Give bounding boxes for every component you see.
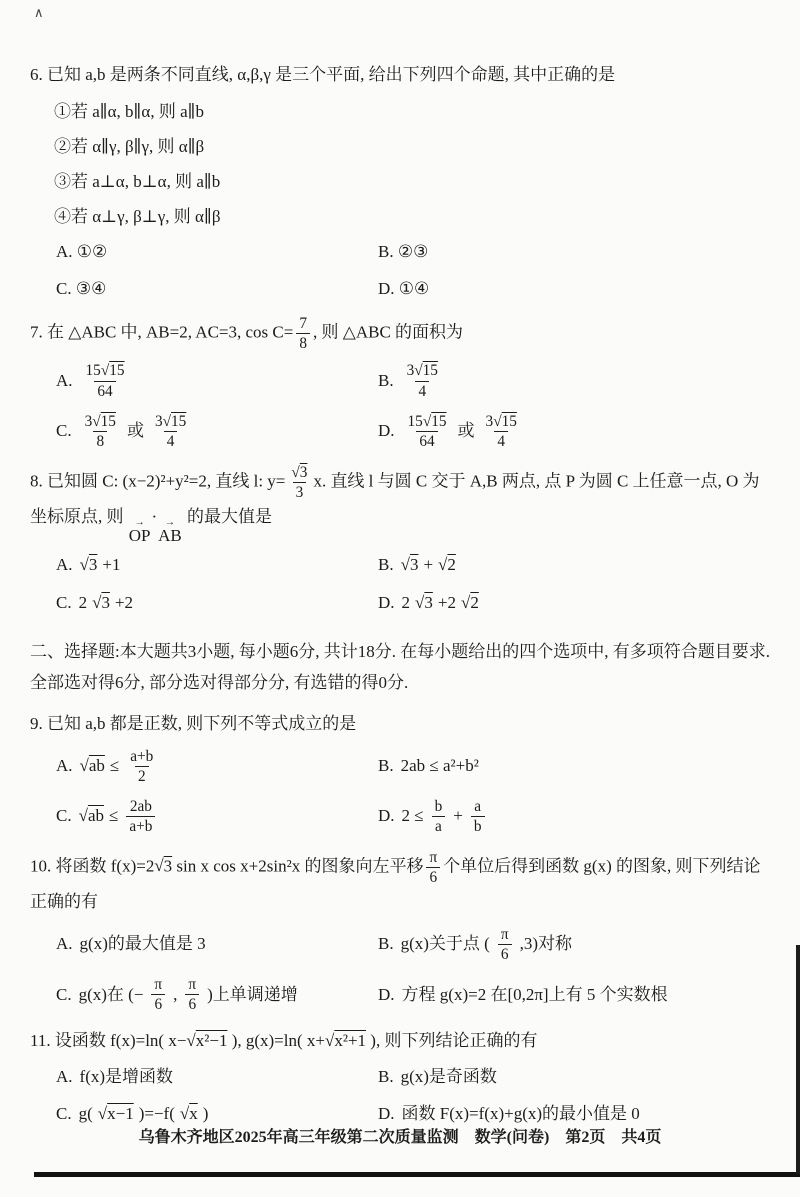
option-6b: B. ②③ [378, 241, 429, 261]
scan-edge-bottom [34, 1172, 800, 1177]
stem-text: x. 直线 l 与圆 C 交于 A,B 两点, 点 P 为圆 C 上任意一点, O 为坐标原点, 则 [30, 471, 760, 527]
question-11 [30, 1026, 770, 1127]
sqrt: √ x²−1 [186, 1031, 227, 1050]
math-text: f(x)是增函数 [79, 1067, 174, 1087]
question-9-options [56, 747, 770, 836]
option-label: B. [378, 755, 394, 775]
question-9-stem: 9. 已知 a,b 都是正数, 则下列不等式成立的是 [30, 713, 357, 733]
fraction: $\frac{2ab}{a+b}$ [126, 797, 155, 836]
option-8a [56, 552, 378, 578]
page-footer [0, 1124, 800, 1147]
sqrt: √ 3 [92, 590, 110, 616]
option-label: B. [378, 1067, 394, 1087]
option-label: A. [56, 934, 73, 954]
section-2-header: 二、选择题:本大题共3小题, 每小题6分, 共计18分. 在每小题给出的四个选项中, 有多项符合题目要求. 全部选对得6分, 部分选对得部分分, 有选错的得0分. [30, 641, 770, 693]
fraction: $\frac{b}{a}$ [432, 797, 446, 836]
math-text: )=−f( [138, 1104, 175, 1124]
math-text: +2 [114, 592, 134, 612]
option-10d [378, 982, 770, 1008]
option-label: A. [56, 370, 73, 390]
stem-text: 的最大值是 [182, 507, 273, 527]
option-label: A. [56, 755, 73, 775]
fraction: $\frac{7}{8}$ [296, 314, 310, 353]
math-text: g( [78, 1104, 93, 1124]
math-text: + [423, 555, 434, 575]
stem-text: 7. 在 △ABC 中, AB=2, AC=3, cos C= [30, 322, 294, 342]
sqrt: √ 3 [291, 464, 307, 481]
footer-subject: 数学(问卷) [474, 1129, 550, 1146]
question-8 [30, 463, 770, 616]
coefficient: 3 [406, 362, 415, 380]
vector-AB: → AB [158, 519, 182, 544]
fraction: √ $\frac{3}{3}$ [288, 463, 310, 502]
coefficient: 3 [485, 412, 494, 430]
fraction: $\frac{3 √ 15}{8}$ [82, 412, 119, 451]
option-label: C. [56, 421, 72, 441]
fraction: $\frac{\pi}{6}$ [498, 925, 512, 964]
question-6-options [56, 239, 770, 303]
option-6a: A. ①② [56, 241, 108, 261]
option-label: A. [56, 555, 73, 575]
option-7a [56, 361, 378, 400]
dot-operator: · [151, 507, 158, 527]
proposition-4: ④若 α⊥γ, β⊥γ, 则 α∥β [54, 207, 221, 227]
option-6c: C. ③④ [56, 278, 107, 298]
option-label: C. [56, 1104, 72, 1124]
coefficient: 15 [407, 412, 423, 430]
option-11b [378, 1064, 770, 1090]
stem-text: ), 则下列结论正确的有 [366, 1031, 538, 1051]
proposition-2: ②若 α∥γ, β∥γ, 则 α∥β [54, 136, 205, 156]
sqrt: √ 2 [461, 590, 479, 616]
footer-page-total: 共4页 [621, 1129, 662, 1146]
sqrt: √ 15 [423, 413, 447, 430]
option-11a [56, 1064, 378, 1090]
scan-edge-right [796, 945, 800, 1174]
stem-text: 10. 将函数 f(x)=2 [30, 856, 155, 876]
option-label: D. [378, 984, 395, 1004]
vector-OP: → OP [129, 519, 151, 544]
stem-text: 个单位后得到函数 g(x) 的图象, 则下列结论正确的有 [30, 856, 761, 912]
math-text: ) [202, 1104, 209, 1124]
math-text: g(x)在 (− [78, 984, 144, 1004]
question-6 [30, 60, 770, 302]
option-10c [56, 975, 378, 1014]
sqrt: √ 3 [154, 856, 172, 875]
option-label: C. [56, 984, 72, 1004]
math-text: 函数 F(x)=f(x)+g(x)的最小值是 0 [401, 1104, 640, 1124]
option-10a [56, 931, 378, 957]
option-label: B. [378, 370, 394, 390]
math-text: ,3)对称 [519, 934, 572, 954]
question-11-stem [30, 1026, 770, 1056]
proposition-3: ③若 a⊥α, b⊥α, 则 a∥b [54, 172, 221, 192]
math-text: , [173, 984, 178, 1004]
question-10-options [56, 925, 770, 1014]
question-8-stem [30, 463, 770, 544]
option-label: D. [378, 421, 395, 441]
coefficient: 3 [84, 412, 93, 430]
sqrt: √ 2 [438, 552, 456, 578]
fraction: $\frac{3 √ 15}{4}$ [483, 412, 520, 451]
option-label: A. [56, 1067, 73, 1087]
footer-page-number: 第2页 [565, 1129, 606, 1146]
option-9b [378, 753, 770, 779]
proposition-1: ①若 a∥α, b∥α, 则 a∥b [54, 101, 204, 121]
option-6d: D. ①④ [378, 278, 430, 298]
sqrt: √ 15 [493, 413, 517, 430]
question-9 [30, 709, 770, 836]
question-11-options [56, 1064, 770, 1128]
option-9c [56, 797, 378, 836]
question-10-stem [30, 848, 770, 917]
sqrt: √ x−1 [98, 1101, 134, 1127]
math-text: g(x)关于点 ( [400, 934, 490, 954]
option-7d [378, 412, 770, 451]
sqrt: √ 15 [92, 413, 116, 430]
sqrt: √ 3 [401, 552, 419, 578]
sqrt: √ 15 [101, 362, 125, 379]
stem-text: ), g(x)=ln( x+ [227, 1031, 325, 1051]
sqrt: √ x²+1 [325, 1031, 366, 1050]
relation-symbol: ≤ [109, 755, 120, 775]
sqrt: √ 15 [163, 413, 187, 430]
math-text: g(x)的最大值是 3 [79, 934, 206, 954]
option-8c [56, 590, 378, 616]
option-7b [378, 361, 770, 400]
coefficient: 2 [78, 592, 88, 612]
stem-text: 8. 已知圆 C: (x−2)²+y²=2, 直线 l: y= [30, 471, 286, 491]
or-word: 或 [457, 421, 475, 441]
sqrt: √ $\overline{x}$ [180, 1101, 198, 1127]
option-7c [56, 412, 378, 451]
option-9d [378, 797, 770, 836]
stem-text: sin x cos x+2sin²x 的图象向左平移 [172, 856, 424, 876]
sqrt: √ 15 [414, 362, 438, 379]
question-6-propositions [30, 98, 770, 231]
option-label: D. [378, 1104, 395, 1124]
question-7 [30, 314, 770, 451]
or-word: 或 [126, 421, 144, 441]
fraction: $\frac{a+b}{2}$ [130, 747, 154, 785]
question-6-stem: 6. 已知 a,b 是两条不同直线, α,β,γ 是三个平面, 给出下列四个命题, 其中正确的是 [30, 65, 616, 84]
fraction: $\frac{15 √ 15}{64}$ [405, 412, 450, 451]
fraction: $\frac{\pi}{6}$ [185, 975, 199, 1014]
math-text: 方程 g(x)=2 在[0,2π]上有 5 个实数根 [401, 984, 668, 1004]
relation-symbol: ≤ [108, 806, 119, 826]
fraction: $\frac{15 √ 15}{64}$ [83, 361, 128, 400]
option-label: B. [378, 934, 394, 954]
fraction: $\frac{a}{b}$ [471, 797, 485, 836]
option-8d [378, 590, 770, 616]
math-text: g(x)是奇函数 [400, 1067, 497, 1087]
question-7-options [56, 361, 770, 450]
coefficient: 2 [401, 592, 411, 612]
footer-title: 乌鲁木齐地区2025年高三年级第二次质量监测 [138, 1129, 459, 1146]
stem-text: 11. 设函数 f(x)=ln( x− [30, 1031, 187, 1051]
question-8-options [56, 552, 770, 616]
sqrt: √ 3 [415, 590, 433, 616]
coefficient: 3 [154, 412, 163, 430]
option-label: C. [56, 592, 72, 612]
fraction: $\frac{\pi}{6}$ [426, 848, 440, 887]
question-10 [30, 848, 770, 1014]
option-label: B. [378, 555, 394, 575]
math-text: )上单调递增 [207, 984, 298, 1004]
option-8b [378, 552, 770, 578]
math-text: 2 ≤ [401, 806, 424, 826]
sqrt: √ 3 [80, 552, 98, 578]
scan-mark: ∧ [34, 5, 44, 20]
option-10b [378, 925, 770, 964]
option-label: D. [378, 806, 395, 826]
plus-symbol: + [453, 806, 463, 826]
option-label: C. [56, 806, 72, 826]
coefficient: 15 [85, 362, 101, 380]
math-text: 2ab ≤ a²+b² [400, 755, 479, 775]
fraction: $\frac{3 √ 15}{4}$ [152, 412, 189, 451]
fraction: $\frac{\pi}{6}$ [151, 975, 165, 1014]
option-9a [56, 747, 378, 786]
math-text: +1 [102, 555, 121, 575]
sqrt: √ $\overline{ab}$ [80, 753, 105, 779]
stem-text: , 则 △ABC 的面积为 [313, 322, 464, 342]
option-label: D. [378, 592, 395, 612]
math-text: +2 [437, 592, 456, 612]
sqrt: √ $\overline{ab}$ [79, 803, 104, 829]
fraction: $\frac{3 √ 15}{4}$ [404, 361, 441, 400]
question-7-stem [30, 314, 770, 353]
